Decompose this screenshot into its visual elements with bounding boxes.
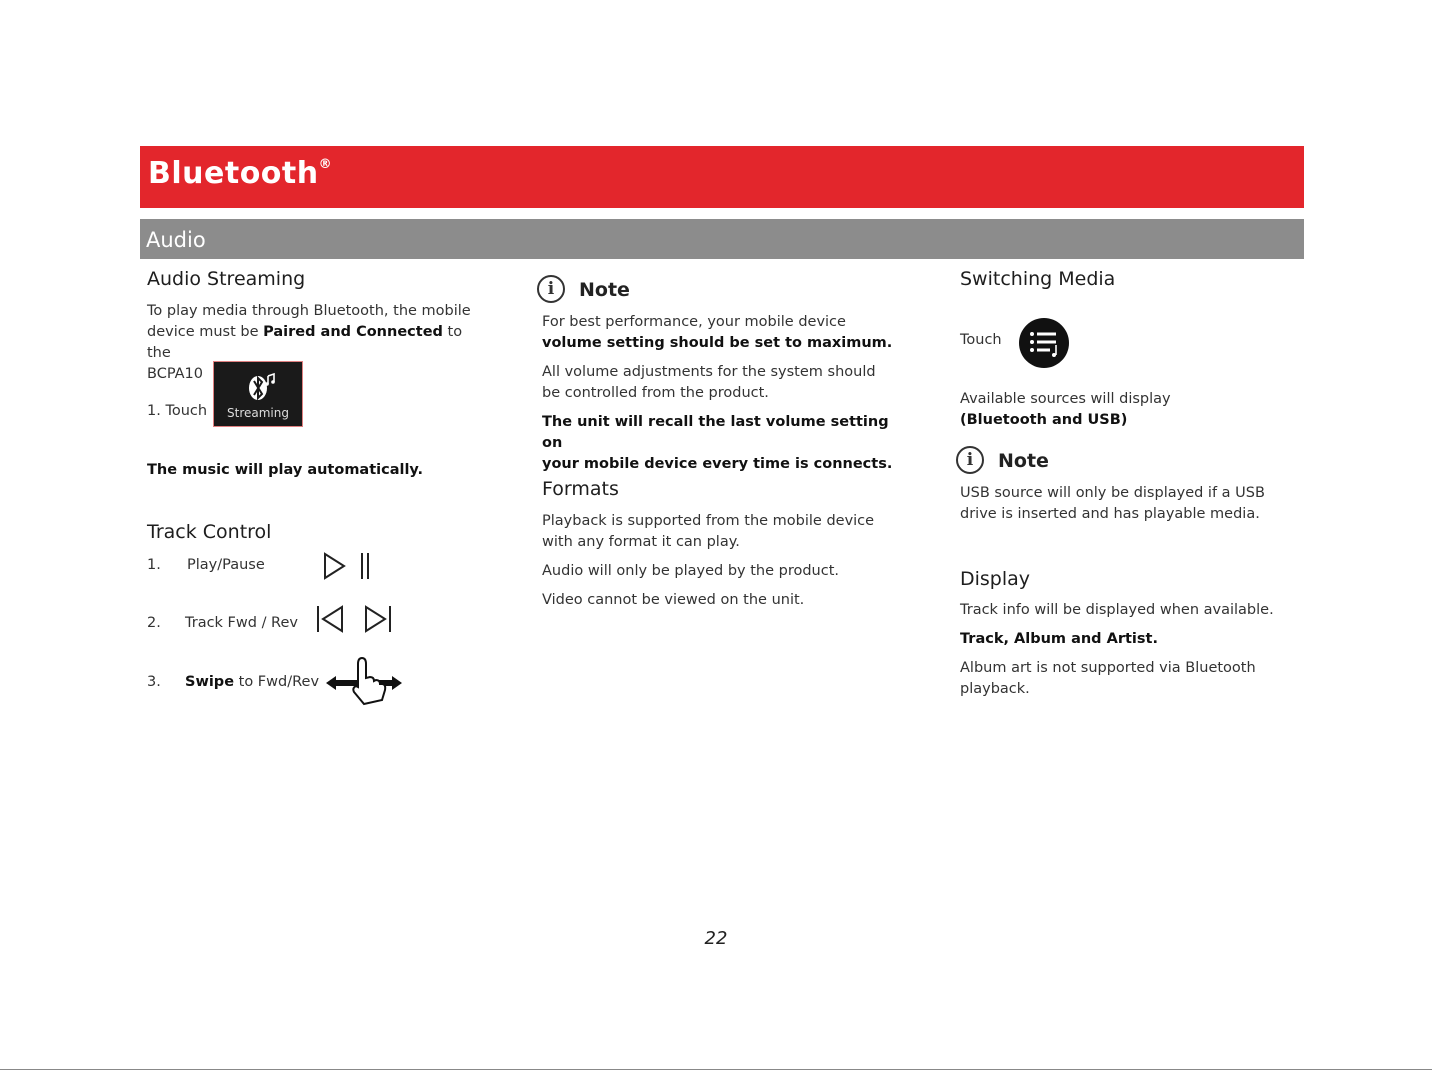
info-icon: i: [956, 446, 984, 474]
step-touch-label: 1. Touch: [147, 403, 208, 419]
page-bottom-divider: [0, 1069, 1432, 1070]
track-item-label: Swipe to Fwd/Rev: [185, 674, 320, 690]
page-header-bar: [140, 146, 1304, 208]
note-title: Note: [998, 450, 1049, 472]
play-pause-icon: [322, 551, 378, 581]
track-control-heading: Track Control: [147, 521, 272, 543]
track-prev-next-icon: [315, 604, 395, 634]
display-body: Track info will be displayed when available. Track, Album and Artist. Album art is not supported via Bluetooth playback.: [960, 602, 1274, 697]
track-item-num: 1.: [147, 557, 161, 573]
streaming-button-label: Streaming: [227, 406, 289, 420]
switching-touch-label: Touch: [960, 332, 1002, 348]
auto-play-text: The music will play automatically.: [147, 462, 424, 478]
switching-media-heading: Switching Media: [960, 268, 1116, 290]
media-source-button-icon[interactable]: [1018, 317, 1070, 369]
formats-heading: Formats: [542, 478, 619, 500]
bluetooth-music-icon: [214, 366, 302, 406]
page-number: 22: [704, 928, 728, 949]
info-icon: i: [537, 275, 565, 303]
track-item-label: Play/Pause: [187, 557, 265, 573]
formats-body: Playback is supported from the mobile device with any format it can play. Audio will only be played by the product. Video cannot be viewed on the unit.: [542, 513, 875, 608]
streaming-button[interactable]: [213, 361, 303, 427]
track-item-num: 3.: [147, 674, 161, 690]
note-body: For best performance, your mobile device volume setting should be set to maximum. All volume adjustments for the system should be controlled from the product. The unit will recall the last volume setting on your mobile device every time is connects.: [542, 314, 893, 472]
switching-body: Available sources will display (Bluetooth and USB): [960, 391, 1171, 428]
track-item-label: Track Fwd / Rev: [185, 615, 298, 631]
audio-streaming-intro: To play media through Bluetooth, the mobile device must be Paired and Connected to the BCPA10: [147, 303, 471, 382]
track-item-num: 2.: [147, 615, 161, 631]
audio-streaming-heading: Audio Streaming: [147, 268, 306, 290]
section-title: Audio: [146, 228, 206, 252]
swipe-hand-icon: [324, 656, 404, 706]
page-title: Bluetooth®: [148, 156, 333, 191]
section-bar: [140, 219, 1304, 259]
display-heading: Display: [960, 568, 1031, 590]
note2-body: USB source will only be displayed if a USB drive is inserted and has playable media.: [960, 485, 1265, 522]
note-title: Note: [579, 279, 630, 301]
